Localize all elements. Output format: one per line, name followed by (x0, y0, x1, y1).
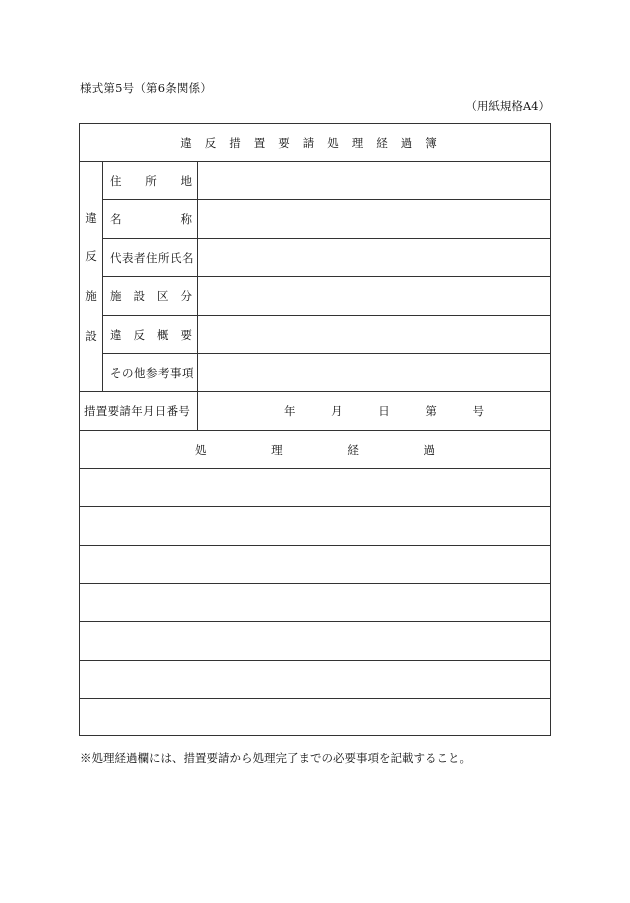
header-char: 理 (271, 443, 283, 457)
side-label-char: 施 (85, 289, 97, 303)
number-prefix: 第 (425, 404, 437, 418)
facility-type-value-cell[interactable] (198, 277, 550, 314)
month-unit: 月 (331, 404, 343, 418)
side-label-char: 反 (85, 249, 97, 263)
row-label-address (110, 174, 192, 188)
label-char: 概 (157, 328, 169, 342)
violation-summary-value-cell[interactable] (198, 316, 550, 353)
label-char: 住 (110, 174, 122, 188)
side-label-char: 設 (85, 329, 97, 343)
request-date-label: 措置要請年月日番号 (84, 404, 191, 418)
label-char: 違 (110, 328, 122, 342)
label-char: 反 (133, 328, 145, 342)
number-suffix: 号 (472, 404, 484, 418)
row-divider (79, 430, 551, 431)
label-char: 名 (110, 212, 122, 226)
name-value-cell[interactable] (198, 200, 550, 237)
day-unit: 日 (378, 404, 390, 418)
process-row[interactable] (80, 546, 550, 583)
label-char: 称 (180, 212, 192, 226)
row-label-other-notes: その他参考事項 (110, 366, 194, 380)
label-char: 区 (157, 289, 169, 303)
column-divider (102, 161, 103, 391)
address-value-cell[interactable] (198, 162, 550, 199)
side-label-char: 違 (85, 211, 97, 225)
other-notes-value-cell[interactable] (198, 354, 550, 391)
label-char: 施 (110, 289, 122, 303)
year-unit: 年 (284, 404, 296, 418)
row-label-facility-type (110, 289, 192, 303)
label-char: 要 (180, 328, 192, 342)
process-row[interactable] (80, 622, 550, 659)
row-label-representative: 代表者住所氏名 (110, 251, 194, 265)
row-divider (79, 391, 551, 392)
representative-value-cell[interactable] (198, 239, 550, 276)
label-char: 所 (145, 174, 157, 188)
header-char: 経 (347, 443, 359, 457)
request-date-fields[interactable] (284, 404, 484, 418)
process-row[interactable] (80, 469, 550, 506)
header-char: 過 (423, 443, 435, 457)
label-char: 地 (180, 174, 192, 188)
process-history-header (195, 443, 435, 457)
process-row[interactable] (80, 661, 550, 698)
row-label-name (110, 212, 192, 226)
label-char: 設 (133, 289, 145, 303)
row-label-violation-summary (110, 328, 192, 342)
paper-size-note: （用紙規格A4） (465, 99, 550, 113)
process-row[interactable] (80, 507, 550, 544)
label-char: 分 (180, 289, 192, 303)
header-char: 処 (195, 443, 207, 457)
footnote: ※処理経過欄には、措置要請から処理完了までの必要事項を記載すること。 (80, 751, 471, 765)
process-row[interactable] (80, 584, 550, 621)
table-title: 違反措置要請処理経過簿 (180, 136, 450, 150)
form-number: 様式第5号（第6条関係） (80, 81, 213, 95)
process-row[interactable] (80, 699, 550, 735)
